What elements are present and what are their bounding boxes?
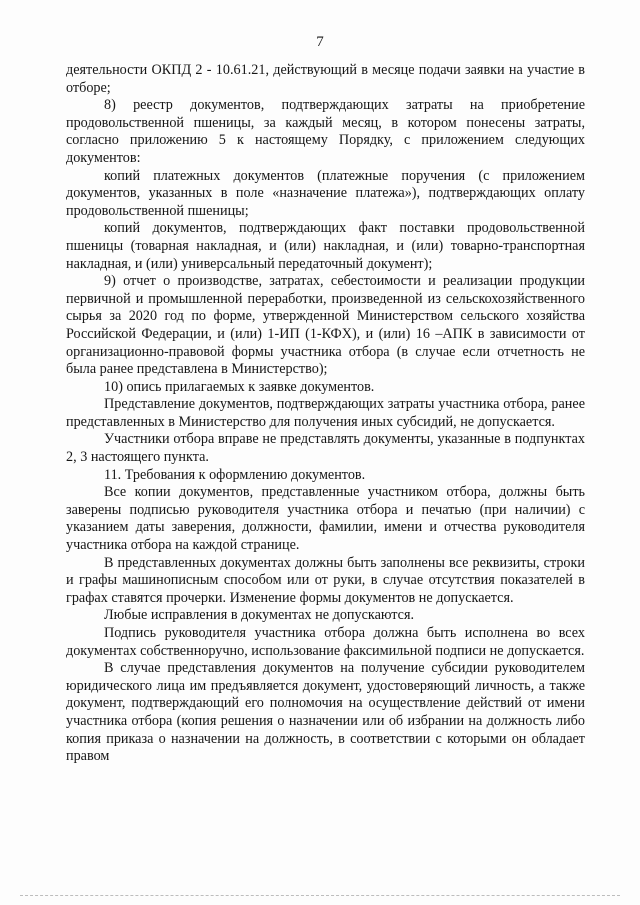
paragraph-item-11-heading: 11. Требования к оформлению документов.: [104, 466, 366, 483]
page-bottom-edge: [20, 895, 620, 896]
paragraph-item-10: 10) опись прилагаемых к заявке документов.: [104, 378, 375, 395]
paragraph-optional-documents: Участники отбора вправе не представлять документы, указанные в подпунктах 2, 3 настоящего пункта.: [66, 431, 585, 466]
paragraph-signature: Подпись руководителя участника отбора должна быть исполнена во всех документах собственноручно, использование факсимильной подписи не допускается.: [66, 625, 585, 659]
paragraph-continuation: деятельности ОКПД 2 - 10.61.21, действующий в месяце подачи заявки на участие в отборе;: [66, 62, 585, 96]
paragraph-required-fields: В представленных документах должны быть заполнены все реквизиты, строки и графы машинописным способом или от руки, в случае отсутствия показателей в графах ставятся прочерки. Изменение формы документов не допускается.: [66, 554, 585, 606]
paragraph-payment-copies: копий платежных документов (платежные поручения (с приложением документов, указанных в поле «назначение платежа»), подтверждающих оплату продовольственной пшеницы;: [66, 167, 585, 219]
paragraph-item-9: 9) отчет о производстве, затратах, себестоимости и реализации продукции первичной и промышленной переработки, произведенной из сельскохозяйственного сырья за 2020 год по форме, утвержденной Министерством сельского хозяйства Российской Федерации, и (или) 1-ИП (1-КФХ), и (или) 16 –АПК в зависимости от организационно-правовой формы участника отбора (в случае если отчетность не была ранее представлена в Министерство);: [66, 273, 585, 378]
document-body: [66, 62, 585, 766]
paragraph-item-8: 8) реестр документов, подтверждающих затраты на приобретение продовольственной пшеницы, за каждый месяц, в котором понесены затраты, согласно приложению 5 к настоящему Порядку, с приложением следующих документов:: [66, 97, 585, 166]
paragraph-copy-certification: Все копии документов, представленные участником отбора, должны быть заверены подписью руководителя участника отбора и печатью (при наличии) с указанием даты заверения, должности, фамилии, имени и отчества руководителя участника отбора на каждой странице.: [66, 484, 585, 554]
page-number: 7: [316, 34, 324, 50]
paragraph-delivery-copies: копий документов, подтверждающих факт поставки продовольственной пшеницы (товарная накладная, и (или) накладная, и (или) товарно-транспортная накладная, и (или) универсальный передаточный документ);: [66, 220, 585, 272]
paragraph-legal-entity-head: В случае представления документов на получение субсидии руководителем юридического лица им предъявляется документ, удостоверяющий личность, а также документ, подтверждающий его полномочия на осуществление действий от имени участника отбора (копия решения о назначении или об избрании на должность либо копия приказа о назначении на должность, в соответствии с которыми он обладает правом: [66, 660, 585, 765]
paragraph-no-corrections: Любые исправления в документах не допускаются.: [104, 607, 415, 624]
paragraph-previously-submitted: Представление документов, подтверждающих затраты участника отбора, ранее представленных в Министерство для получения иных субсидий, не допускается.: [66, 396, 585, 430]
